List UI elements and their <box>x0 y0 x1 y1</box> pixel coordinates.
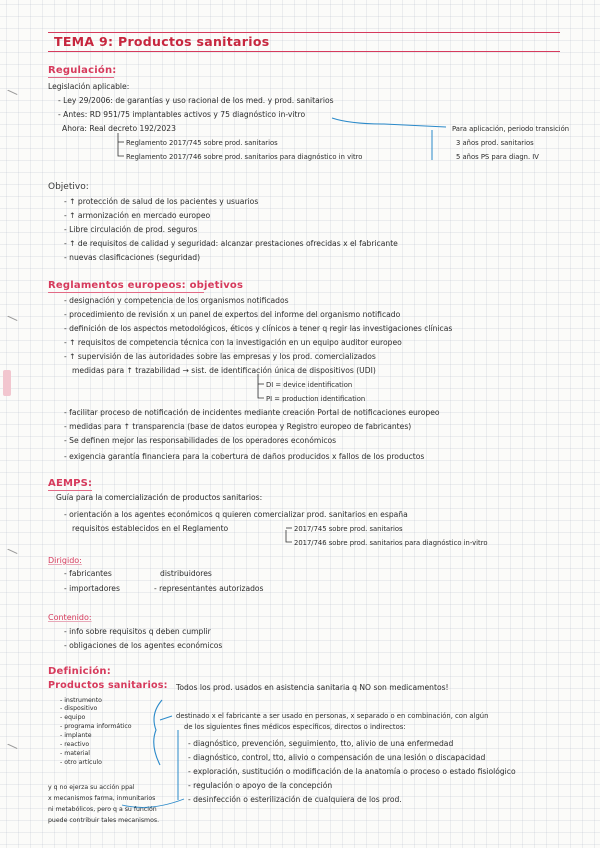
regulacion-heading: Regulación: <box>48 65 117 76</box>
udi-pi: PI = production identification <box>266 395 366 403</box>
ps-lista-item: - reactivo <box>60 741 90 748</box>
dirigido-representantes: - representantes autorizados <box>154 584 264 593</box>
objetivo-item: - ↑ de requisitos de calidad y seguridad: alcanzar prestaciones ofrecidas x el fabricante <box>64 239 398 248</box>
legislacion-label: Legislación aplicable: <box>48 82 130 91</box>
blue-arrow <box>160 716 172 720</box>
ps-lista-item: - instrumento <box>60 697 102 704</box>
transicion-ps: 3 años prod. sanitarios <box>456 139 534 147</box>
destinado-line: de los siguientes fines médicos específicos, directos o indirectos: <box>184 723 406 731</box>
reglamento-item: - medidas para ↑ transparencia (base de datos europea y Registro europeo de fabricantes) <box>64 422 412 431</box>
reglamento-item: - ↑ requisitos de competencia técnica con la investigación en un equipo auditor europeo <box>64 338 402 347</box>
arrow-icon <box>118 133 124 156</box>
objetivo-heading: Objetivo: <box>48 182 89 192</box>
orientacion-line: - orientación a los agentes económicos q quieren comercializar prod. sanitarios en españa <box>64 510 408 519</box>
reglamento-745: Reglamento 2017/745 sobre prod. sanitarios <box>126 139 278 147</box>
blue-brace <box>154 700 162 765</box>
nota-mecanismo: y q no ejerza su acción ppal <box>48 784 135 791</box>
dirigido-fabricantes: - fabricantes <box>64 569 112 578</box>
blue-arrow <box>332 118 446 127</box>
guia-line: Guía para la comercialización de productos sanitarios: <box>56 493 263 502</box>
reglamento-item: - Se definen mejor las responsabilidades de los operadores económicos <box>64 436 337 445</box>
aemps-reg-746: 2017/746 sobre prod. sanitarios para diagnóstico in-vitro <box>294 539 488 547</box>
margin-mark <box>7 543 20 554</box>
objetivo-item: - nuevas clasificaciones (seguridad) <box>64 253 201 262</box>
ps-definicion: Todos los prod. usados en asistencia sanitaria q NO son medicamentos! <box>176 683 449 692</box>
definicion-heading: Definición: <box>48 666 111 677</box>
requisitos-line: requisitos establecidos en el Reglamento <box>72 524 229 533</box>
arrow-icon <box>286 530 292 542</box>
fin-medico: - desinfección o esterilización de cualquiera de los prod. <box>188 795 402 804</box>
ahora-line: Ahora: Real decreto 192/2023 <box>62 124 176 133</box>
dirigido-heading: Dirigido: <box>48 556 82 565</box>
heading-underline <box>48 490 92 491</box>
objetivo-item: - ↑ protección de salud de los pacientes y usuarios <box>64 197 259 206</box>
margin-mark <box>7 84 20 95</box>
nota-mecanismo: ni metabólicos, pero q a su función <box>48 806 157 813</box>
ps-lista-item: - material <box>60 750 91 757</box>
reglamento-item: - exigencia garantía financiera para la cobertura de daños producidos x fallos de los productos <box>64 452 425 461</box>
objetivo-item: - ↑ armonización en mercado europeo <box>64 211 211 220</box>
aemps-heading: AEMPS: <box>48 478 93 489</box>
reglamento-item: - procedimiento de revisión x un panel de expertos del informe del organismo notificado <box>64 310 401 319</box>
contenido-item: - obligaciones de los agentes económicos <box>64 641 223 650</box>
reglamento-item: - definición de los aspectos metodológicos, éticos y clínicos a tener q regir las investigaciones clínicas <box>64 324 453 333</box>
margin-mark <box>7 738 20 749</box>
transicion-note: Para aplicación, periodo transición <box>452 125 570 133</box>
dirigido-distribuidores: distribuidores <box>160 569 212 578</box>
antes-line: - Antes: RD 951/75 implantables activos y 75 diagnóstico in-vitro <box>58 110 306 119</box>
ps-lista-item: - otro artículo <box>60 759 102 766</box>
aemps-reg-745: 2017/745 sobre prod. sanitarios <box>294 525 403 533</box>
reglamento-item: - ↑ supervisión de las autoridades sobre las empresas y los prod. comercializados <box>64 352 376 361</box>
objetivo-item: - Libre circulación de prod. seguros <box>64 225 198 234</box>
nota-mecanismo: x mecanismos farma, inmunitarios <box>48 795 156 802</box>
contenido-heading: Contenido: <box>48 613 92 622</box>
margin-mark <box>7 310 20 321</box>
ps-lista-item: - programa informático <box>60 723 132 730</box>
fin-medico: - diagnóstico, control, tto, alivio o compensación de una lesión o discapacidad <box>188 753 486 762</box>
fin-medico: - diagnóstico, prevención, seguimiento, tto, alivio de una enfermedad <box>188 739 454 748</box>
reglamento-item: - facilitar proceso de notificación de incidentes mediante creación Portal de notificaciones europeo <box>64 408 440 417</box>
trazabilidad-line: medidas para ↑ trazabilidad → sist. de identificación única de dispositivos (UDI) <box>72 366 376 375</box>
reglamentos-heading: Reglamentos europeos: objetivos <box>48 280 244 291</box>
ps-lista-item: - equipo <box>60 714 86 721</box>
ps-lista-item: - implante <box>60 732 92 739</box>
reglamento-item: - designación y competencia de los organismos notificados <box>64 296 289 305</box>
arrow-icon <box>258 374 264 398</box>
ps-lista-item: - dispositivo <box>60 705 98 712</box>
transicion-iv: 5 años PS para diagn. IV <box>456 153 539 161</box>
ley-line: - Ley 29/2006: de garantías y uso racional de los med. y prod. sanitarios <box>58 96 334 105</box>
productos-sanitarios-heading: Productos sanitarios: <box>48 680 168 691</box>
heading-underline <box>48 77 114 78</box>
nota-mecanismo: puede contribuir tales mecanismos. <box>48 817 160 824</box>
page-edge-tab <box>3 370 11 396</box>
fin-medico: - regulación o apoyo de la concepción <box>188 781 333 790</box>
udi-di: DI = device identification <box>266 381 353 389</box>
destinado-line: destinado x el fabricante a ser usado en personas, x separado o en combinación, con algún <box>176 712 489 720</box>
contenido-item: - info sobre requisitos q deben cumplir <box>64 627 211 636</box>
fin-medico: - exploración, sustitución o modificación de la anatomía o proceso o estado fisiológico <box>188 767 516 776</box>
reglamento-746: Reglamento 2017/746 sobre prod. sanitarios para diagnóstico in vitro <box>126 153 363 161</box>
heading-underline <box>48 292 204 293</box>
page-title: TEMA 9: Productos sanitarios <box>54 34 270 49</box>
dirigido-importadores: - importadores <box>64 584 120 593</box>
